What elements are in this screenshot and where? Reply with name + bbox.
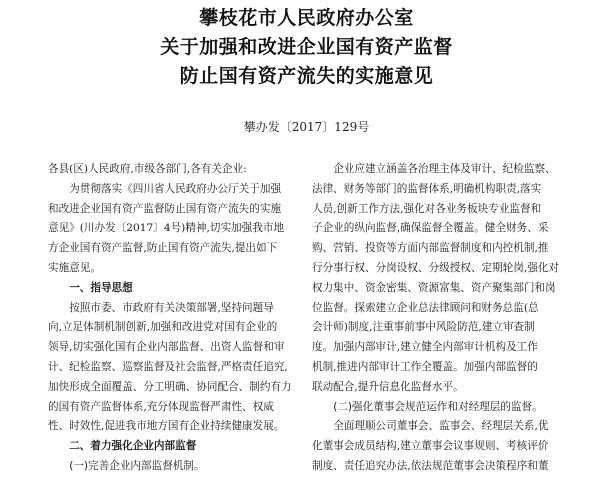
- left-column: [48, 160, 324, 477]
- document-number: 攀办发〔2017〕129号: [243, 120, 370, 134]
- section-heading: 二、着力强化企业内部监督: [69, 440, 197, 453]
- paragraph-line: 和改进企业国有资产监督防止国有资产流失的实施: [48, 202, 282, 215]
- section-heading: 一、指导思想: [69, 281, 133, 294]
- paragraph-line: 全面理顺公司董事会、监事会、经理层关系,优: [333, 420, 549, 433]
- paragraph-line: 实施意见。: [48, 261, 101, 274]
- paragraph-line: 行分事行权、分岗设权、分级授权、定期轮岗,强化对: [312, 261, 560, 274]
- paragraph-line: 计、纪检监察、巡察监督及社会监督,严格责任追究,: [48, 360, 288, 373]
- document-title-line-2: 关于加强和改进企业国有资产监督: [160, 36, 453, 58]
- paragraph-line: 的国有资产监督体系,充分体现监督严肃性、权威: [48, 400, 274, 413]
- paragraph-line: 加快形成全面覆盖、分工明确、协同配合、制约有力: [48, 380, 292, 393]
- right-column: [312, 160, 590, 477]
- paragraph-line: 子企业的纵向监督,确保监督全覆盖。健全财务、采: [312, 222, 549, 235]
- paragraph-line: 制度、责任追究办法,依法规范董事会决策程序和董: [312, 459, 549, 472]
- paragraph-line: 向,立足体制机制创新,加强和改进党对国有企业的: [48, 321, 278, 334]
- paragraph-line: 按照市委、市政府有关决策部署,坚持问题导: [69, 301, 274, 314]
- document-title-line-1: 攀枝花市人民政府办公室: [199, 7, 414, 29]
- paragraph-line: 联动配合,提升信息化监督水平。: [312, 380, 464, 393]
- document-title-line-3: 防止国有资产流失的实施意见: [179, 65, 434, 87]
- paragraph-line: 性、时效性,促进我市地方国有企业持续健康发展。: [48, 420, 285, 433]
- paragraph-line: 位监督。探索建立企业总法律顾问和财务总监(总: [312, 301, 539, 314]
- paragraph-line: 意见》(川办发〔2017〕4号)精神,切实加强我市地: [48, 222, 285, 235]
- paragraph-line: 权力集中、资金密集、资源富集、资产聚集部门和岗: [312, 281, 556, 294]
- paragraph-line: 为贯彻落实《四川省人民政府办公厅关于加强: [69, 182, 282, 195]
- paragraph-line: 人员,创新工作方法,强化对各业务板块专业监督和: [312, 202, 542, 215]
- paragraph-line: 领导,切实强化国有企业内部监督、出资人监督和审: [48, 341, 285, 354]
- salutation: 各县(区)人民政府,市级各部门,各有关企业:: [48, 163, 247, 175]
- subsection-heading: (二)强化董事会规范运作和对经理层的监督。: [333, 400, 543, 413]
- paragraph-line: 化董事会成员结构,建立董事会议事规则、考核评价: [312, 440, 549, 453]
- paragraph-line: 度。加强内部审计,建立健全内部审计机构及工作: [312, 341, 538, 354]
- paragraph-line: 法律、财务等部门的监督体系,明确机构职责,落实: [312, 182, 542, 195]
- subsection-heading: (一)完善企业内部监督机制。: [69, 459, 205, 472]
- paragraph-line: 机制,推进内部审计工作全覆盖。加强内部监督的: [312, 360, 538, 373]
- paragraph-line: 企业应建立涵盖各治理主体及审计、纪检监察、: [333, 163, 556, 175]
- paragraph-line: 会计师)制度,注重事前事中风险防范,建立审查制: [312, 321, 535, 334]
- paragraph-line: 方企业国有资产监督,防止国有资产流失,提出如下: [48, 242, 278, 255]
- paragraph-line: 购、营销、投资等方面内部监督制度和内控机制,推: [312, 242, 549, 255]
